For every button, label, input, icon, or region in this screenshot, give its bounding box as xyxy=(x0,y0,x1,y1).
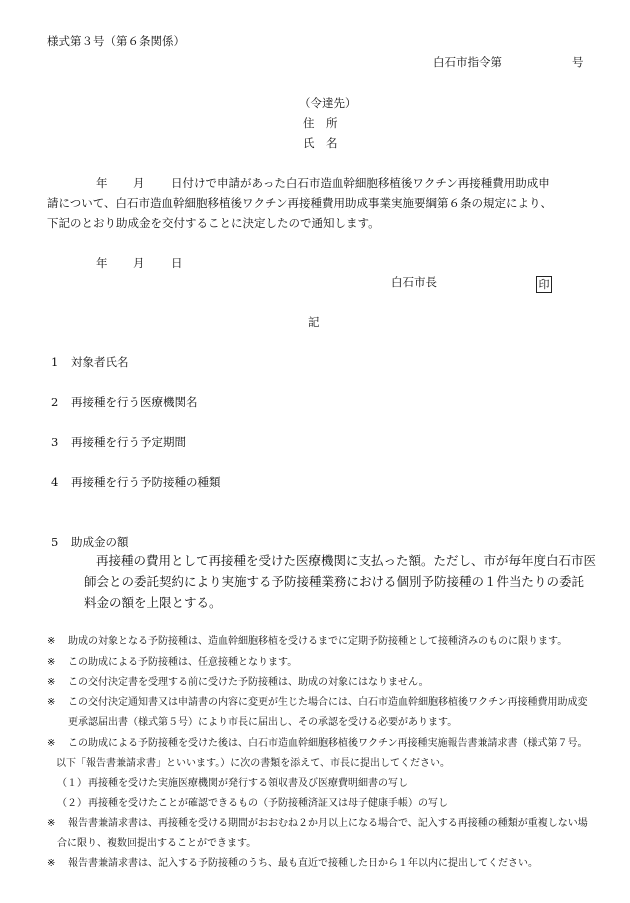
note-3-text: この交付決定書を受理する前に受けた予防接種は、助成の対象にはなりません。 xyxy=(68,677,429,688)
item-2-label: 再接種を行う医療機関名 xyxy=(71,395,198,409)
doc-number-prefix: 白石市指令第 xyxy=(433,55,502,69)
intro-line-2: 請について、白石市造血幹細胞移植後ワクチン再接種費用助成事業実施要綱第６条の規定により、 xyxy=(47,196,552,210)
recipient-name-label: 氏 名 xyxy=(303,136,338,150)
note-6-mark: ※ xyxy=(47,818,56,829)
intro-line-3: 下記のとおり助成金を交付することに決定したので通知します。 xyxy=(47,216,380,230)
item-4-number: 4 xyxy=(51,475,59,489)
item-5-text-line-3: 料金の額を上限とする。 xyxy=(84,595,222,610)
item-2-number: 2 xyxy=(51,395,59,409)
issue-date-day: 日 xyxy=(171,256,183,270)
item-4-label: 再接種を行う予防接種の種類 xyxy=(71,475,221,489)
note-6-text: 報告書兼請求書は、再接種を受ける期間がおおむね２か月以上になる場合で、記入する再接種の種類が重複しない場 xyxy=(68,818,588,829)
seal-character: 印 xyxy=(536,276,552,293)
item-1-label: 対象者氏名 xyxy=(71,355,129,369)
attachment-1-text: 再接種を受けた実施医療機関が発行する領収書及び医療費明細書の写し xyxy=(88,778,408,789)
item-5-text-line-2: 師会との委託契約により実施する予防接種業務における個別予防接種の１件当たりの委託 xyxy=(84,574,585,589)
note-4-text: この交付決定通知書又は申請書の内容に変更が生じた場合には、白石市造血幹細胞移植後ワクチン再接種費用助成変 xyxy=(68,697,588,708)
note-3-mark: ※ xyxy=(47,677,56,688)
note-4-continuation: 更承認届出書（様式第５号）により市長に届出し、その承認を受ける必要があります。 xyxy=(68,717,458,728)
note-7-text: 報告書兼請求書は、記入する予防接種のうち、最も直近で接種した日から１年以内に提出してください。 xyxy=(68,858,538,869)
note-6-continuation: 合に限り、複数回提出することができます。 xyxy=(57,838,257,849)
recipient-heading: （令達先） xyxy=(299,96,357,110)
note-5-text: この助成による予防接種を受けた後は、白石市造血幹細胞移植後ワクチン再接種実施報告書兼請求書（様式第７号。 xyxy=(68,738,588,749)
intro-line-1: 日付けで申請があった白石市造血幹細胞移植後ワクチン再接種費用助成申 xyxy=(171,176,550,190)
note-5-continuation: 以下「報告書兼請求書」といいます。）に次の書類を添えて、市長に提出してください。 xyxy=(56,758,450,769)
ki-heading: 記 xyxy=(308,315,320,329)
attachment-1-number: （１） xyxy=(57,778,87,789)
note-4-mark: ※ xyxy=(47,697,56,708)
mayor-title: 白石市長 xyxy=(391,275,437,289)
issue-date-year: 年 xyxy=(96,256,108,270)
note-7-mark: ※ xyxy=(47,858,56,869)
attachment-2-text: 再接種を受けたことが確認できるもの（予防接種済証又は母子健康手帳）の写し xyxy=(88,798,448,809)
note-5-mark: ※ xyxy=(47,738,56,749)
note-1-mark: ※ xyxy=(47,636,56,647)
intro-date-year: 年 xyxy=(96,176,108,190)
intro-date-month: 月 xyxy=(133,176,145,190)
recipient-address-label: 住 所 xyxy=(303,116,338,130)
attachment-2-number: （２） xyxy=(57,798,87,809)
issue-date-month: 月 xyxy=(133,256,145,270)
item-3-number: 3 xyxy=(51,435,59,449)
form-label: 様式第３号（第６条関係） xyxy=(47,34,185,48)
doc-number-suffix: 号 xyxy=(572,55,584,69)
note-2-mark: ※ xyxy=(47,657,56,668)
note-2-text: この助成による予防接種は、任意接種となります。 xyxy=(68,657,298,668)
item-1-number: 1 xyxy=(51,355,59,369)
item-5-number: 5 xyxy=(51,535,59,549)
item-5-text-line-1: 再接種の費用として再接種を受けた医療機関に支払った額。ただし、市が毎年度白石市医 xyxy=(96,553,597,568)
item-3-label: 再接種を行う予定期間 xyxy=(71,435,186,449)
seal-mark xyxy=(536,273,552,293)
item-5-label: 助成金の額 xyxy=(71,535,129,549)
note-1-text: 助成の対象となる予防接種は、造血幹細胞移植を受けるまでに定期予防接種として接種済みのものに限ります。 xyxy=(68,636,568,647)
